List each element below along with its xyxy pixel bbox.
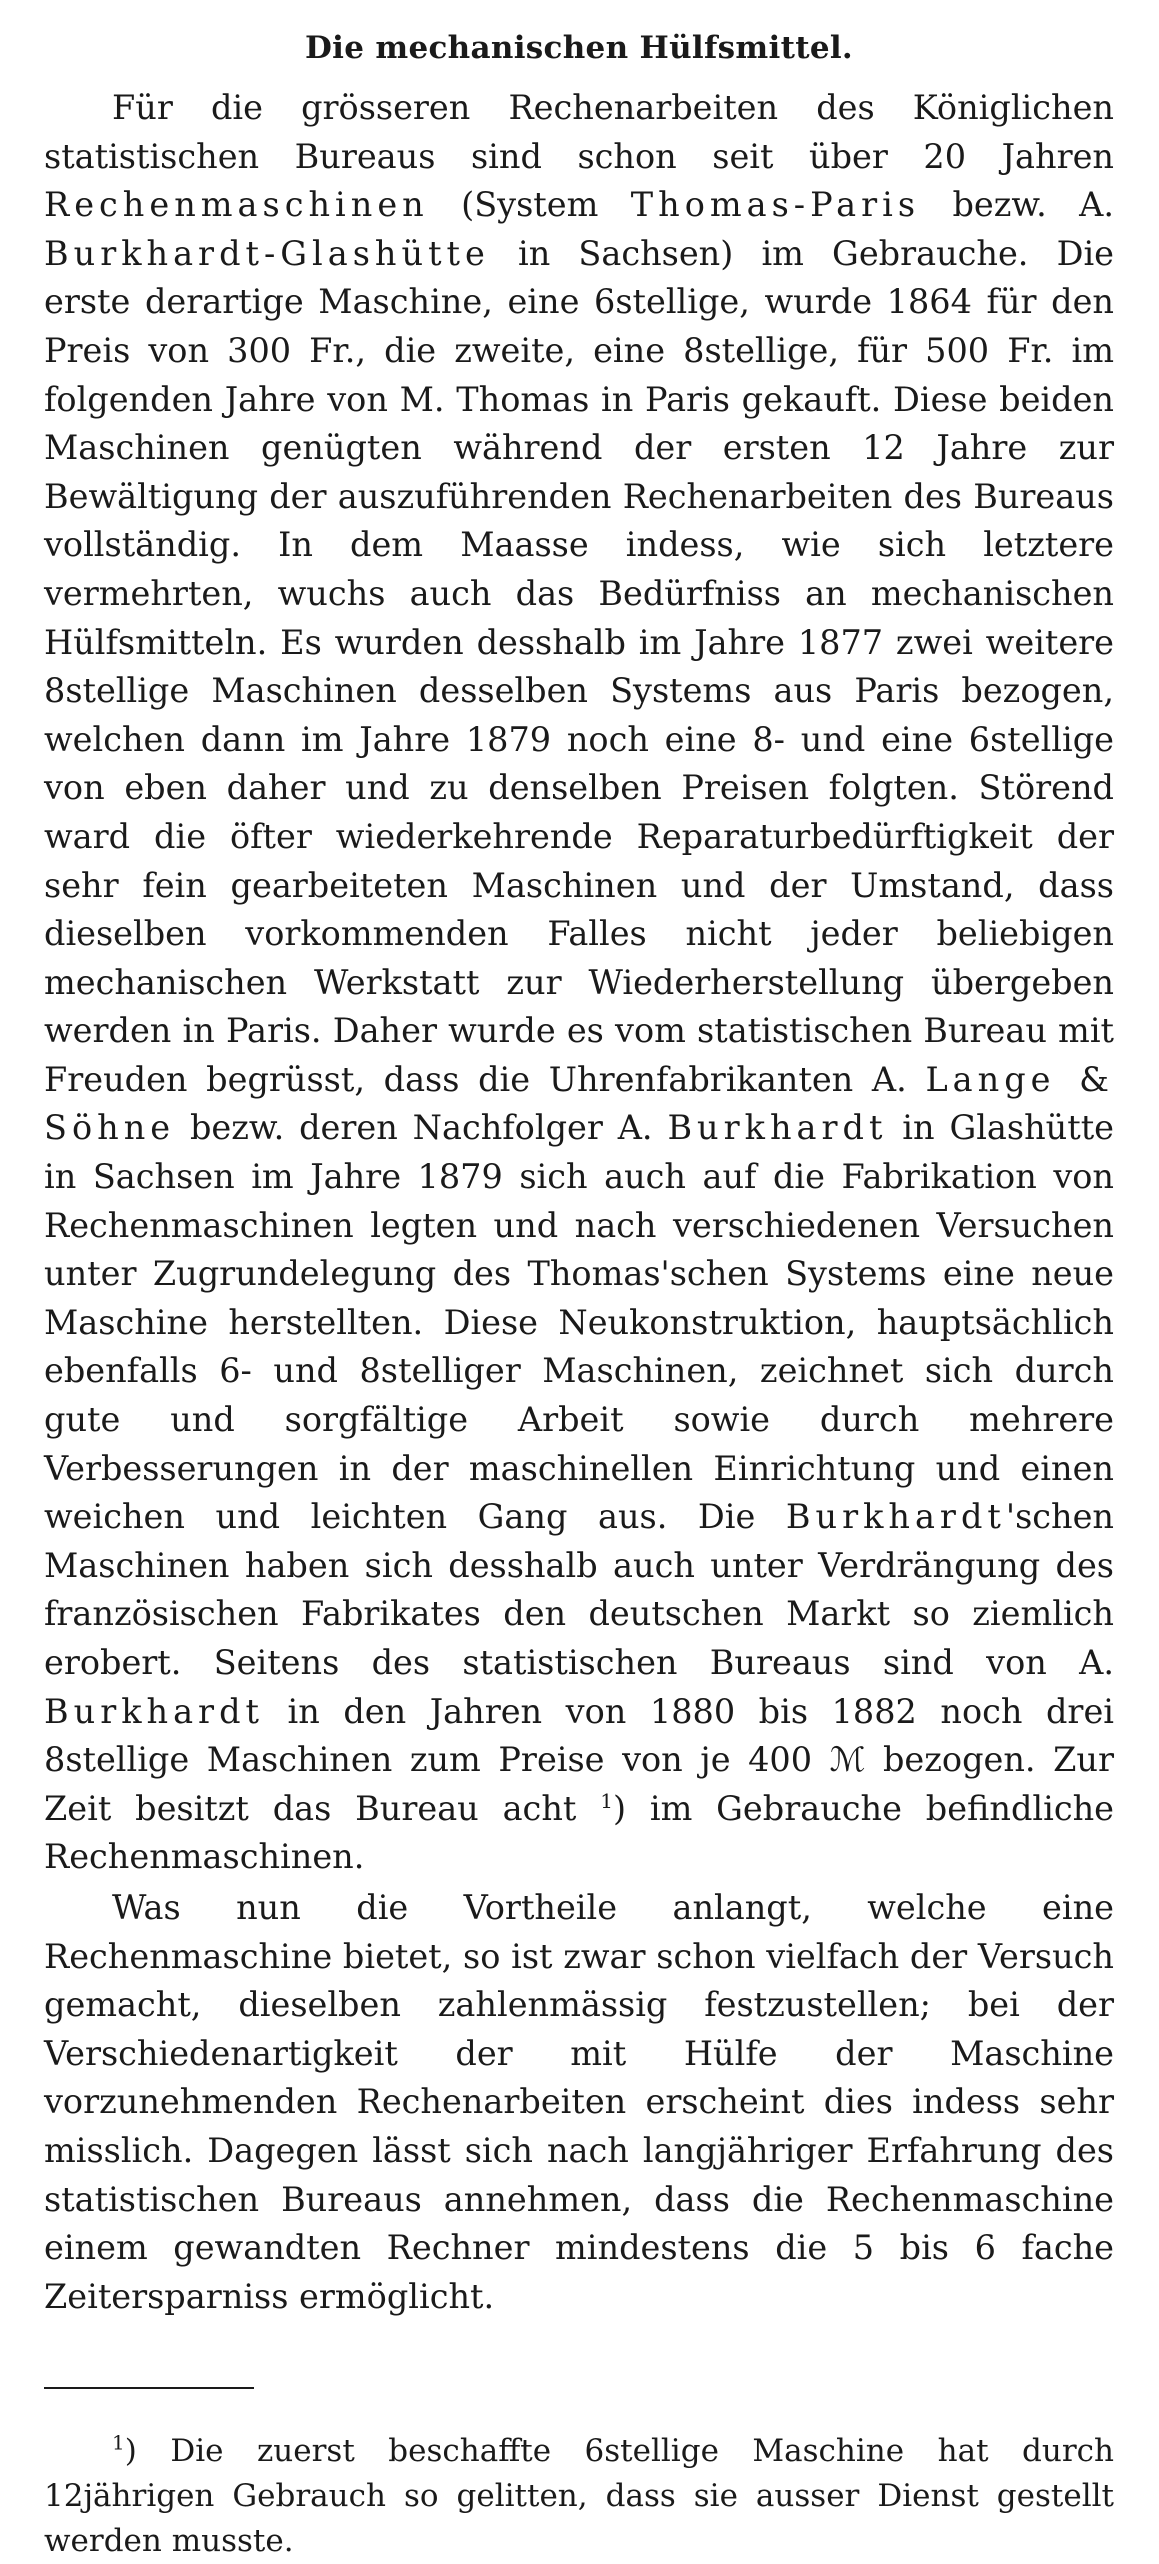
text-run: bezw. deren Nachfolger A.: [175, 1108, 668, 1148]
text-run: Für die grösseren Rechenarbeiten des Königlichen statistischen Bureaus sind schon seit über 20 Jahren: [44, 88, 1114, 176]
text-run: bezw. A.: [920, 185, 1114, 225]
footnote-divider: [44, 2387, 254, 2389]
spaced-term: Rechenmaschinen: [44, 185, 429, 225]
text-run: in Glashütte in Sachsen im Jahre 1879 sich auch auf die Fabrikation von Rechenmaschinen legten und nach verschiedenen Versuchen unter Zugrundelegung des Thomas'schen Systems eine neue Maschine herstellten. Diese Neukonstruktion, hauptsächlich ebenfalls 6- und 8stelliger Maschinen, zeichnet sich durch gute und sorgfältige Arbeit sowie durch mehrere Verbesserungen in der maschinellen Einrichtung und einen weichen und leichten Gang aus. Die: [44, 1108, 1114, 1537]
text-run: in Sachsen) im Gebrauche. Die erste derartige Maschine, eine 6stellige, wurde 1864 für den Preis von 300 Fr., die zweite, eine 8stellige, für 500 Fr. im folgenden Jahre von M. Thomas in Paris gekauft. Diese beiden Maschinen genügten während der ersten 12 Jahre zur Bewältigung der auszuführenden Rechenarbeiten des Bureaus vollständig. In dem Maasse indess, wie sich letztere vermehrten, wuchs auch das Bedürfniss an mechanischen Hülfsmitteln. Es wurden desshalb im Jahre 1877 zwei weitere 8stellige Maschinen desselben Systems aus Paris bezogen, welchen dann im Jahre 1879 noch eine 8- und eine 6stellige von eben daher und zu denselben Preisen folgten. Störend ward die öfter wiederkehrende Reparaturbedürftigkeit der sehr fein gearbeiteten Maschinen und der Umstand, dass dieselben vorkommenden Falles nicht jeder beliebigen mechanischen Werkstatt zur Wiederherstellung übergeben werden in Paris. Daher wurde es vom statistischen Bureau mit Freuden begrüsst, dass die Uhrenfabrikanten A.: [44, 233, 1114, 1099]
footnote-reference[interactable]: 1: [600, 1788, 613, 1813]
spaced-term: Thomas-Paris: [630, 185, 921, 225]
section-heading: Die mechanischen Hülfsmittel.: [304, 30, 854, 66]
footnote-text: ) Die zuerst beschaffte 6stellige Maschine hat durch 12jährigen Gebrauch so gelitten, dass sie ausser Dienst gestellt werden musste.: [44, 2433, 1114, 2560]
footnote: [44, 2429, 1114, 2564]
paragraph-1: [44, 84, 1114, 1882]
text-run: 'schen Maschinen haben sich desshalb auch unter Verdrängung des französischen Fabrikates den deutschen Markt so ziemlich erobert. Seitens des statistischen Bureaus sind von A.: [44, 1497, 1114, 1682]
spaced-term: Burkhardt-Glashütte: [44, 233, 490, 273]
spaced-term: Lange & Söhne: [44, 1059, 1114, 1148]
spaced-term: Burkhardt: [785, 1497, 1006, 1537]
text-run: in den Jahren von 1880 bis 1882 noch drei 8stellige Maschinen zum Preise von je 400 ℳ bezogen. Zur Zeit besitzt das Bureau acht: [44, 1691, 1114, 1828]
spaced-term: Burkhardt: [667, 1108, 888, 1148]
spaced-term: Burkhardt: [44, 1691, 264, 1731]
text-run: ) im Gebrauche befindliche Rechenmaschinen.: [44, 1788, 1114, 1877]
page: [44, 22, 1114, 2564]
text-run: (System: [428, 185, 631, 225]
paragraph-2: Was nun die Vortheile anlangt, welche eine Rechenmaschine bietet, so ist zwar schon vielfach der Versuch gemacht, dieselben zahlenmässig festzustellen; bei der Verschiedenartigkeit der mit Hülfe der Maschine vorzunehmenden Rechenarbeiten erscheint dies indess sehr misslich. Dagegen lässt sich nach langjähriger Erfahrung des statistischen Bureaus annehmen, dass die Rechenmaschine einem gewandten Rechner mindestens die 5 bis 6 fache Zeitersparniss ermöglicht.: [44, 1887, 1114, 2316]
footnote-mark: 1: [112, 2430, 125, 2455]
